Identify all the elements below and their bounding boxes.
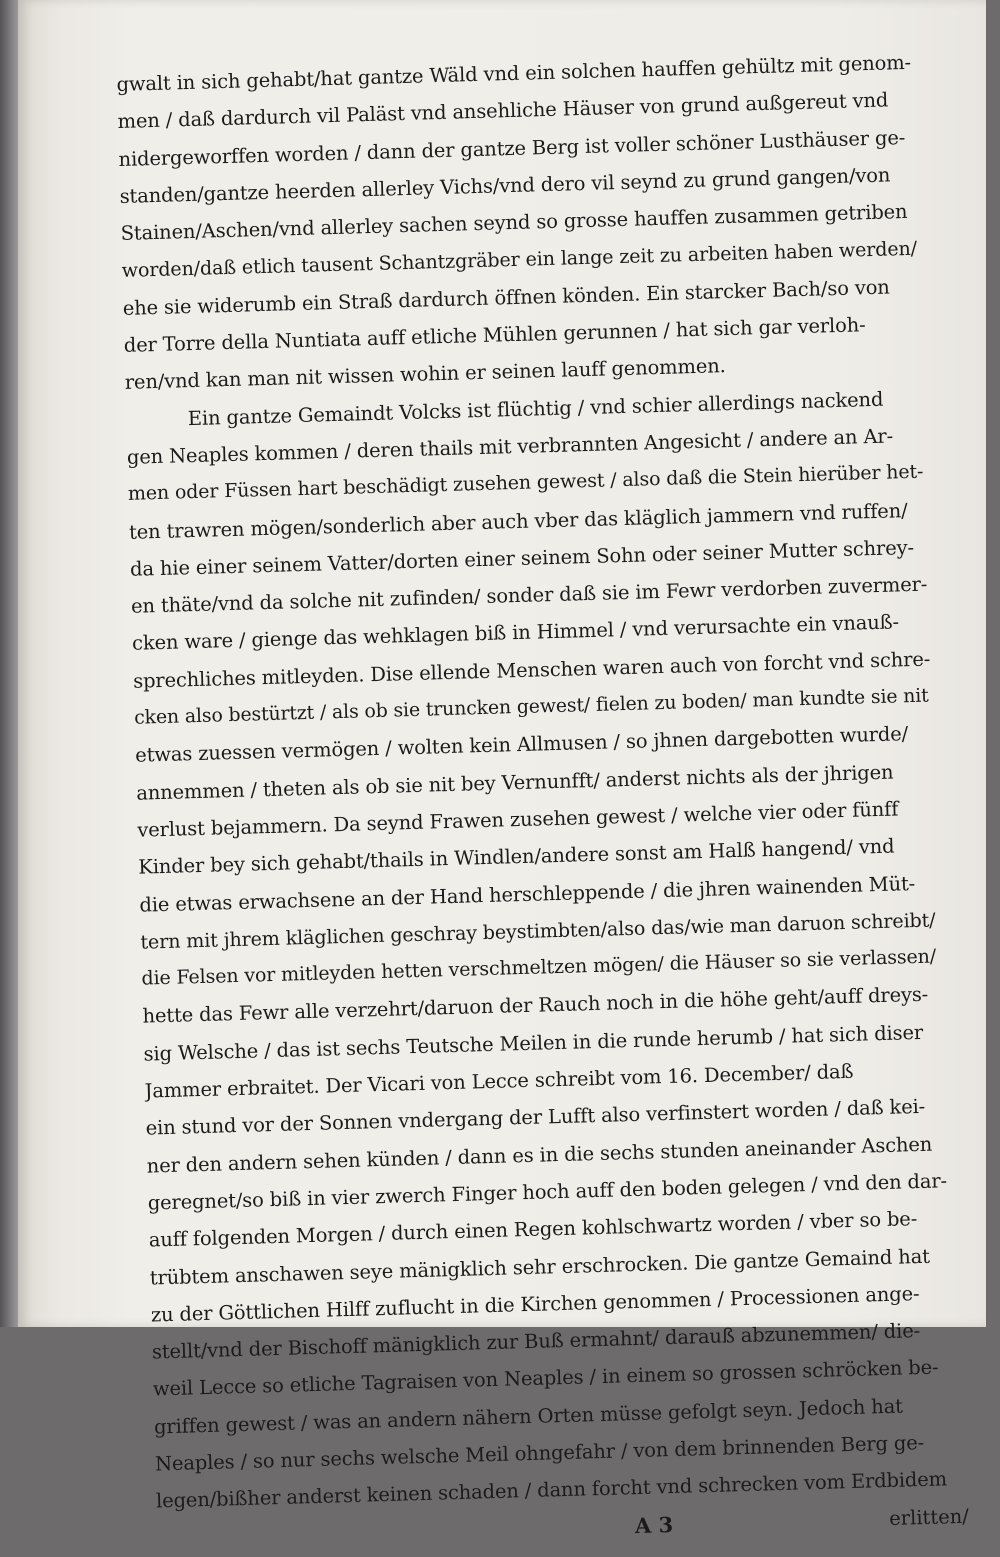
text-line: ehe sie widerumb ein Straß dardurch öffnen könden. Ein starcker Bach/so von: [122, 275, 890, 320]
text-line: weil Lecce so etliche Tagraisen von Neaples / in einem so grossen schröcken be-: [152, 1355, 939, 1401]
text-line: Jammer erbraitet. Der Vicari von Lecce schreibt vom 16. December/ daß: [144, 1059, 854, 1103]
signature-mark: A 3: [634, 1511, 674, 1538]
text-line: Ein gantze Gemaindt Volcks ist flüchtig / vnd schier allerdings nackend: [187, 387, 884, 430]
text-line: verlust bejammern. Da seynd Frawen zusehen gewest / welche vier oder fünff: [137, 797, 899, 842]
body-text: [116, 44, 970, 1557]
text-line: gwalt in sich gehabt/hat gantze Wäld vnd ein solchen hauffen gehültz mit genom-: [116, 50, 912, 96]
text-line: worden/daß etlich tausent Schantzgräber ein lange zeit zu arbeiten haben werden/: [121, 237, 918, 283]
text-line: annemmen / theten als ob sie nit bey Vernunfft/ anderst nichts als der jhrigen: [135, 760, 894, 805]
text-line: geregnet/so biß in vier zwerch Finger hoch auff den boden gelegen / vnd den dar-: [147, 1169, 948, 1215]
text-line: en thäte/vnd da solche nit zufinden/ sonder daß sie im Fewr verdorben zuvermer-: [130, 572, 928, 618]
text-line: standen/gantze heerden allerley Vichs/vnd dero vil seynd zu grund gangen/von: [119, 163, 891, 208]
text-line: nidergeworffen worden / dann der gantze Berg ist voller schöner Lusthäuser ge-: [118, 125, 906, 171]
text-line: gen Neaples kommen / deren thails mit verbrannten Angesicht / andere an Ar-: [126, 424, 894, 469]
text-line: Kinder bey sich gehabt/thails in Windlen/andere sonst am Halß hangend/ vnd: [138, 834, 895, 879]
text-line: die etwas erwachsene an der Hand herschleppende / die jhren wainenden Müt-: [139, 871, 916, 917]
text-line: tern mit jhrem kläglichen geschray beystimbten/also das/wie man daruon schreibt/: [140, 908, 936, 954]
text-line: men oder Füssen hart beschädigt zusehen gewest / also daß die Stein hierüber het-: [127, 460, 924, 506]
text-line: da hie einer seinem Vatter/dorten einer seinem Sohn oder seiner Mutter schrey-: [129, 535, 915, 581]
text-line: men / daß dardurch vil Paläst vnd ansehliche Häuser von grund außgereut vnd: [117, 88, 889, 134]
text-line: cken also bestürtzt / als ob sie truncken gewest/ fielen zu boden/ man kundte sie nit: [133, 684, 929, 729]
text-line: sprechliches mitleyden. Dise ellende Menschen waren auch von forcht vnd schre-: [132, 647, 931, 693]
text-line: Neaples / so nur sechs welsche Meil ohngefahr / von dem brinnenden Berg ge-: [154, 1430, 925, 1476]
text-line: trübtem anschawen seye mänigklich sehr erschrocken. Die gantze Gemaind hat: [149, 1244, 931, 1290]
text-line: stellt/vnd der Bischoff mänigklich zur Buß ermahnt/ darauß abzunemmen/ die-: [151, 1319, 921, 1364]
text-line: die Felsen vor mitleyden hetten verschmeltzen mögen/ die Häuser so sie verlassen/: [141, 945, 937, 990]
text-line: hette das Fewr alle verzehrt/daruon der Rauch noch in die höhe geht/auff dreys-: [142, 983, 929, 1029]
text-line: auff folgenden Morgen / durch einen Regen kohlschwartz worden / vber so be-: [148, 1207, 918, 1252]
text-line: Stainen/Aschen/vnd allerley sachen seynd so grosse hauffen zusammen getriben: [120, 200, 908, 246]
text-line: legen/bißher anderst keinen schaden / dann forcht vnd schrecken vom Erdbidem: [155, 1467, 948, 1513]
text-line: ner den andern sehen künden / dann es in die sechs stunden aneinander Aschen: [146, 1132, 933, 1178]
text-line: ein stund vor der Sonnen vndergang der Lufft also verfinstert worden / daß kei-: [145, 1095, 926, 1140]
text-line: griffen gewest / was an andern nähern Orten müsse gefolgt seyn. Jedoch hat: [153, 1394, 904, 1439]
text-line: zu der Göttlichen Hilff zuflucht in die Kirchen genommen / Processionen ange-: [150, 1281, 920, 1327]
text-line: ten trawren mögen/sonderlich aber auch vber das kläglich jammern vnd ruffen/: [128, 498, 908, 544]
catchword: erlitten/: [888, 1504, 970, 1530]
text-line: etwas zuessen vermögen / wolten kein Allmusen / so jhnen dargebotten wurde/: [134, 722, 909, 768]
text-line: sig Welsche / das ist sechs Teutsche Meilen in die runde herumb / hat sich diser: [143, 1020, 924, 1066]
book-page: [18, 0, 986, 1538]
text-line: der Torre della Nuntiata auff etliche Mühlen gerunnen / hat sich gar verloh-: [123, 313, 866, 357]
text-line: cken ware / gienge das wehklagen biß in Himmel / vnd verursachte ein vnauß-: [131, 610, 900, 656]
text-line: ren/vnd kan man nit wissen wohin er seinen lauff genommen.: [124, 354, 726, 395]
